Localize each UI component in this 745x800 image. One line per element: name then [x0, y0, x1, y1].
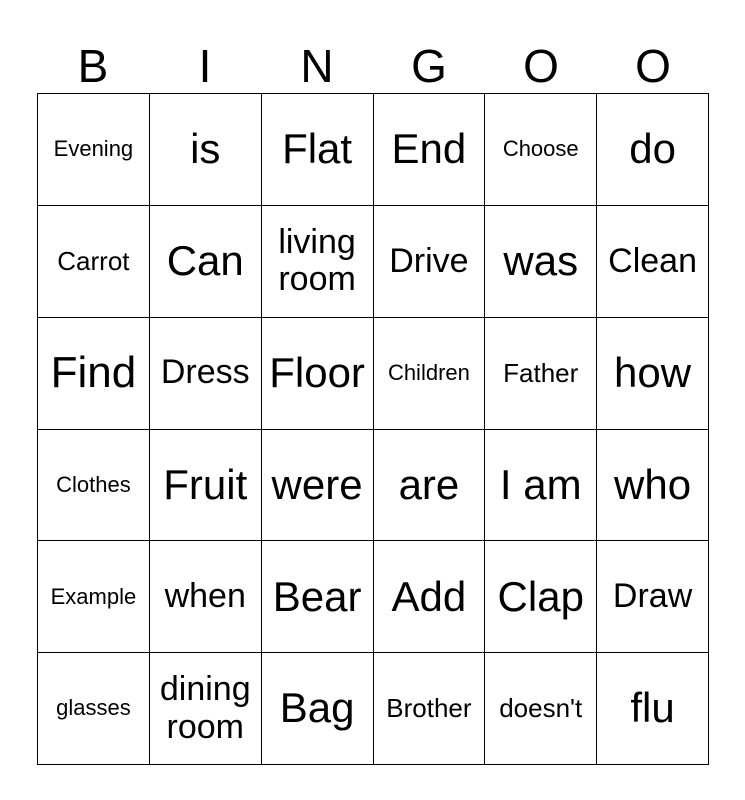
bingo-cell: was — [485, 206, 597, 318]
bingo-cell: Bag — [262, 653, 374, 765]
bingo-cell: dining room — [150, 653, 262, 765]
bingo-cell: Clothes — [38, 430, 150, 542]
bingo-cell: Bear — [262, 541, 374, 653]
bingo-cell: Children — [374, 318, 486, 430]
header-letter-o2: O — [635, 40, 671, 92]
bingo-cell: Dress — [150, 318, 262, 430]
bingo-cell: Choose — [485, 94, 597, 206]
bingo-cell: Can — [150, 206, 262, 318]
bingo-cell: are — [374, 430, 486, 542]
bingo-cell: flu — [597, 653, 709, 765]
bingo-cell: do — [597, 94, 709, 206]
header-letter-o1: O — [523, 40, 559, 92]
bingo-cell: End — [374, 94, 486, 206]
header-letter-i: I — [198, 40, 212, 92]
bingo-cell: Drive — [374, 206, 486, 318]
header-letter-b: B — [77, 40, 109, 92]
bingo-cell: Father — [485, 318, 597, 430]
bingo-cell: living room — [262, 206, 374, 318]
bingo-cell: Floor — [262, 318, 374, 430]
bingo-cell: Example — [38, 541, 150, 653]
bingo-cell: glasses — [38, 653, 150, 765]
bingo-cell: when — [150, 541, 262, 653]
bingo-board — [37, 93, 709, 765]
bingo-cell: Flat — [262, 94, 374, 206]
header-letter-n: N — [300, 40, 334, 92]
bingo-cell: Find — [38, 318, 150, 430]
header-letter-g: G — [411, 40, 447, 92]
bingo-cell: Clean — [597, 206, 709, 318]
bingo-cell: is — [150, 94, 262, 206]
bingo-cell: who — [597, 430, 709, 542]
bingo-cell: Fruit — [150, 430, 262, 542]
bingo-cell: Evening — [38, 94, 150, 206]
bingo-cell: Draw — [597, 541, 709, 653]
bingo-cell: I am — [485, 430, 597, 542]
bingo-cell: were — [262, 430, 374, 542]
bingo-header — [37, 40, 709, 92]
bingo-cell: how — [597, 318, 709, 430]
bingo-cell: Brother — [374, 653, 486, 765]
bingo-cell: Carrot — [38, 206, 150, 318]
bingo-cell: Add — [374, 541, 486, 653]
bingo-cell: Clap — [485, 541, 597, 653]
bingo-cell: doesn't — [485, 653, 597, 765]
